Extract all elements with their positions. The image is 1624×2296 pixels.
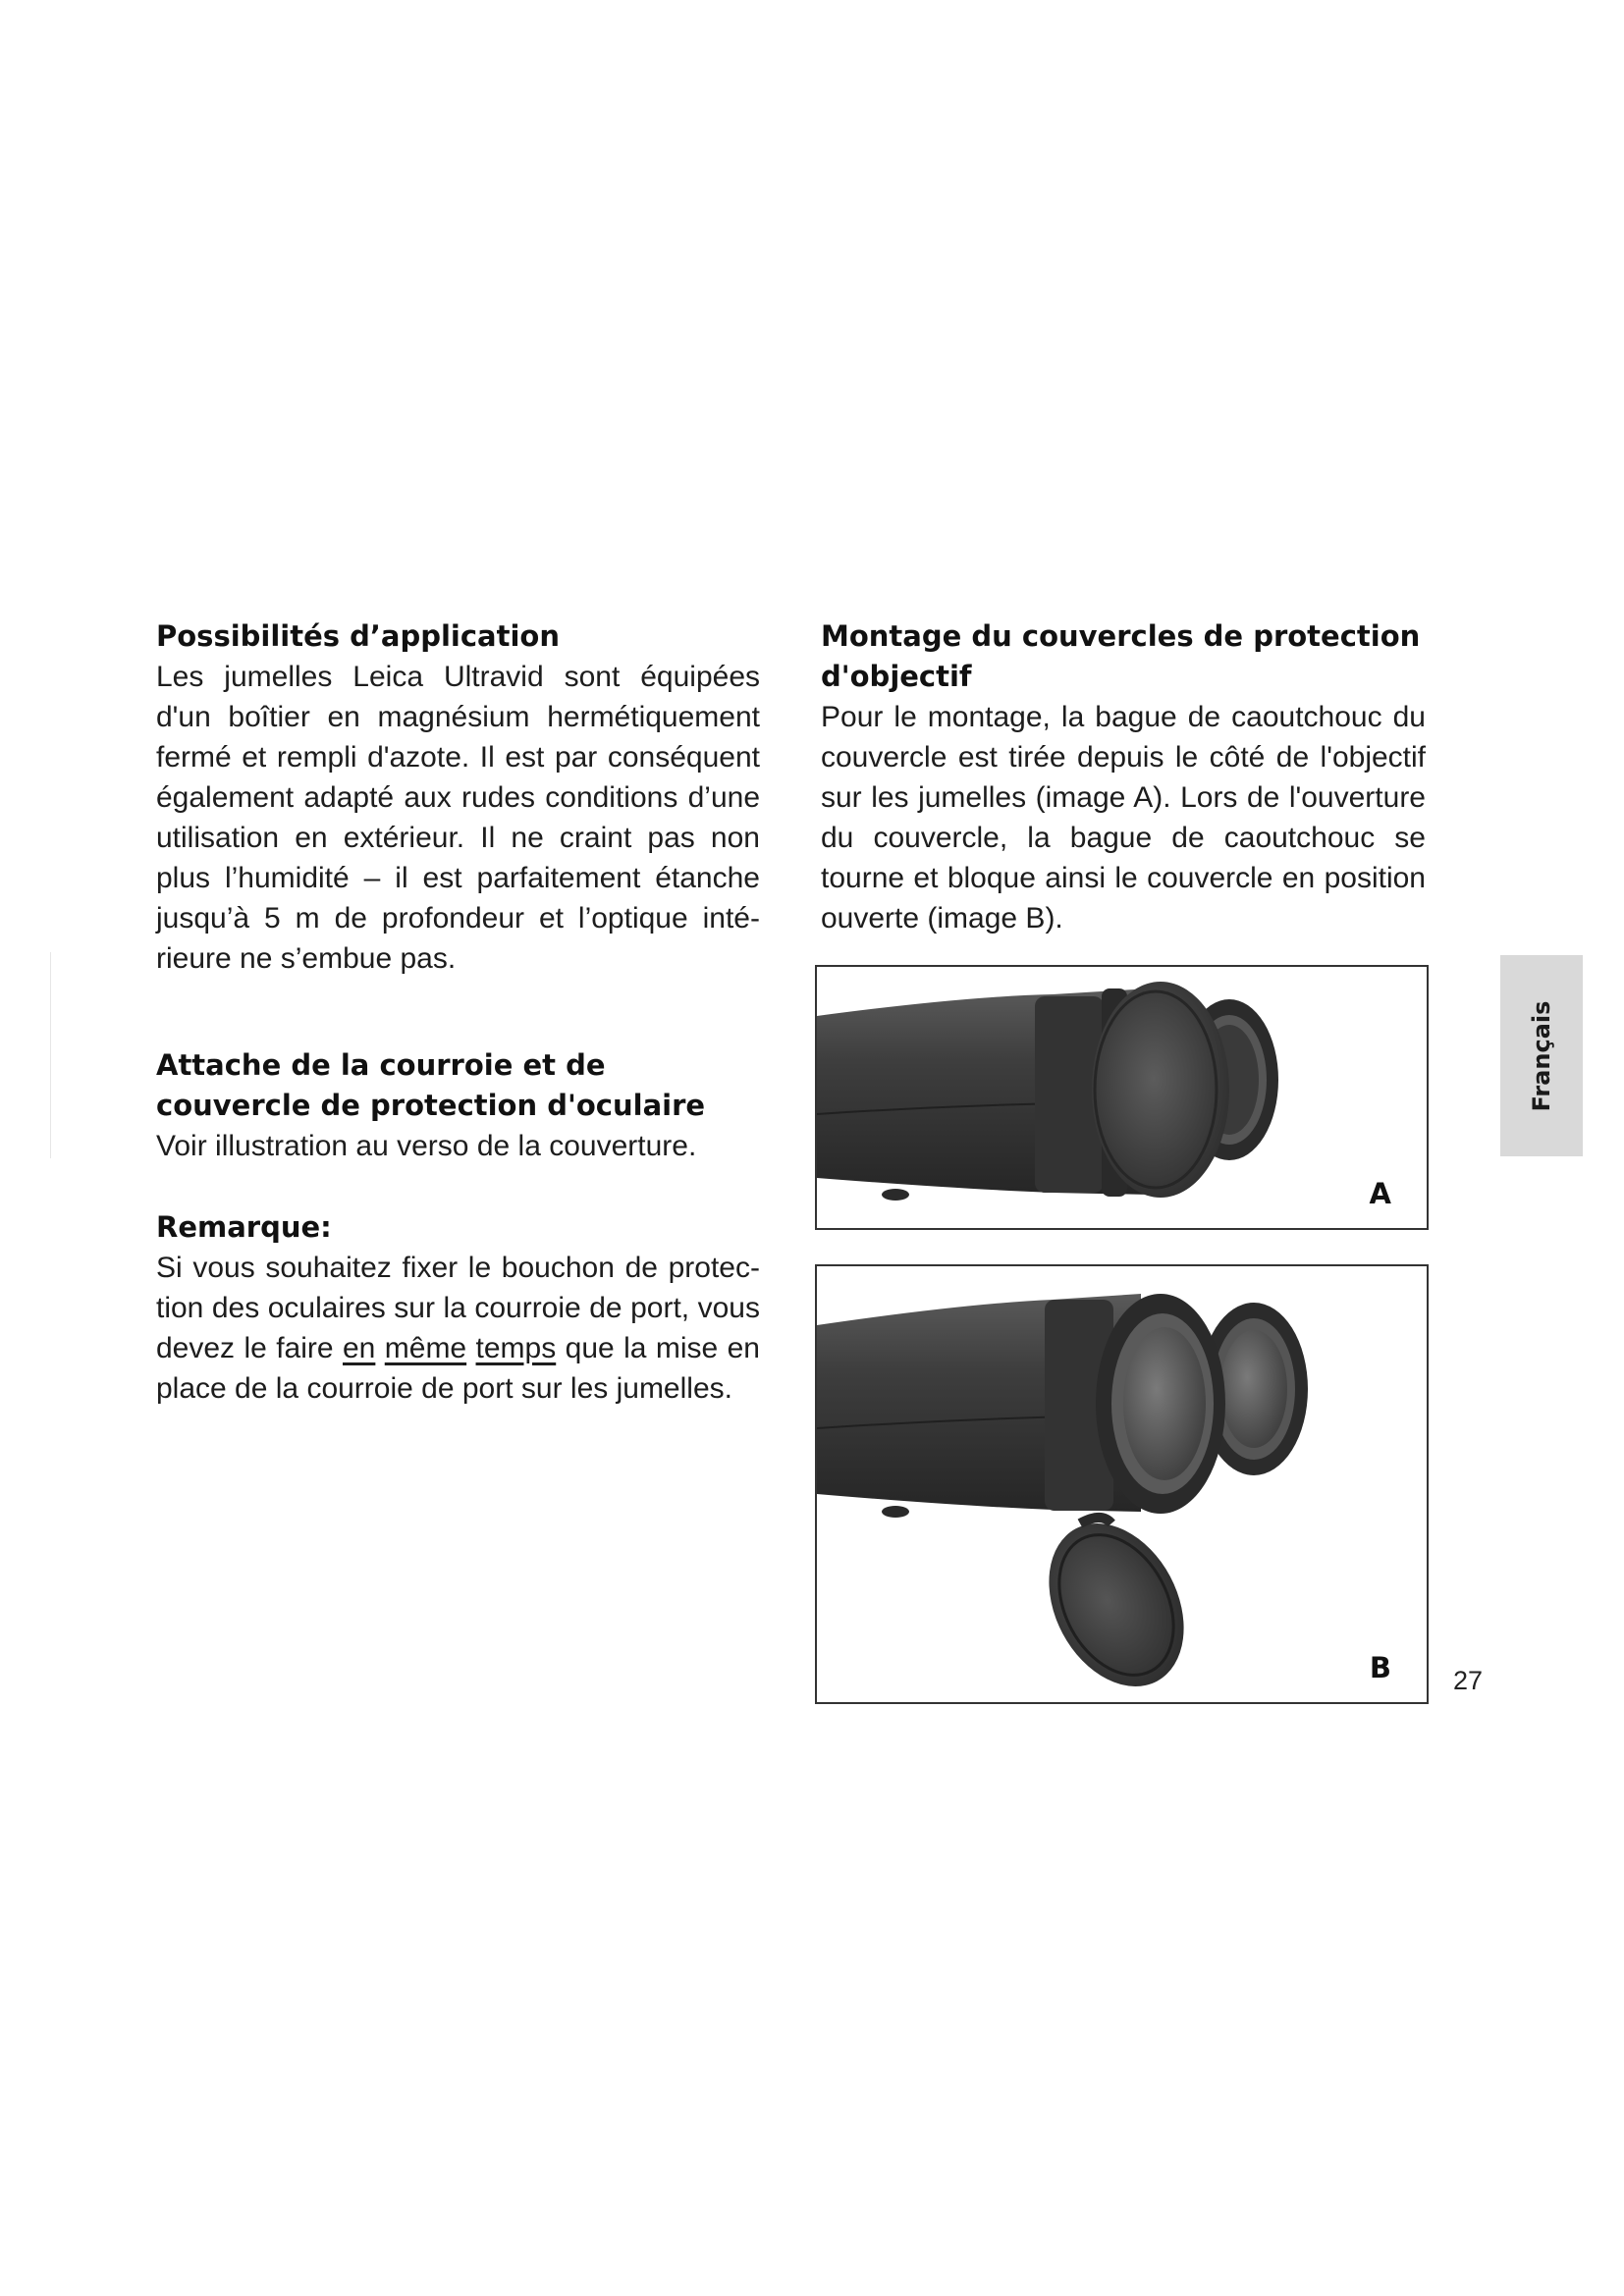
figure-b-label: B [1369,1651,1391,1684]
paragraph-remark [156,1248,760,1409]
margin-line [50,952,51,1158]
binoculars-cover-open-image [817,1266,1427,1702]
right-column [821,616,1426,938]
binoculars-cover-closed-image [817,967,1427,1228]
paragraph-application: Les jumelles Leica Ultravid sont équipées d'un boîtier en magnésium hermétiquement fermé et rempli d'azote. Il est par conséquent également adapté aux rudes conditions d’une utilisation en extérieur. Il ne craint pas non plus l’humidité – il est parfaitement étanche jusqu’à 5 m de profondeur et l’optique intérieure ne s’embue pas. [156,661,760,975]
language-tab [1500,955,1583,1156]
remark-text-start: Si vous souhaitez fixer le bouchon de protection des oculaires sur la courroie de port, vous devez le faire [156,1252,760,1364]
page-number: 27 [1453,1666,1484,1695]
heading-remark: Remarque: [156,1210,332,1244]
heading-strap-attachment: Attache de la courroie et de couvercle de protection d'oculaire [156,1048,706,1122]
figure-a [815,965,1429,1230]
underlined-word-meme: même [384,1332,467,1364]
underlined-word-en: en [342,1332,376,1364]
figure-b [815,1264,1429,1704]
remark-text-end: que la mise en place de la courroie de port sur les jumelles. [156,1332,760,1405]
paragraph-lens-cover-mounting: Pour le montage, la bague de caoutchouc du couvercle est tirée depuis le côté de l'objectif sur les jumelles (image A). Lors de l'ouverture du couvercle, la bague de caoutchouc se tourne et bloque ainsi le couvercle en position ouverte (image B). [821,701,1426,934]
underlined-word-temps: temps [475,1332,557,1364]
heading-application: Possibilités d’application [156,619,560,653]
left-column [156,616,760,1409]
paragraph-strap-attachment: Voir illustration au verso de la couverture. [156,1130,697,1162]
figure-a-label: A [1369,1177,1391,1210]
language-tab-label: Français [1528,1000,1555,1111]
heading-lens-cover-mounting: Montage du couvercles de protection d'objectif [821,619,1421,693]
